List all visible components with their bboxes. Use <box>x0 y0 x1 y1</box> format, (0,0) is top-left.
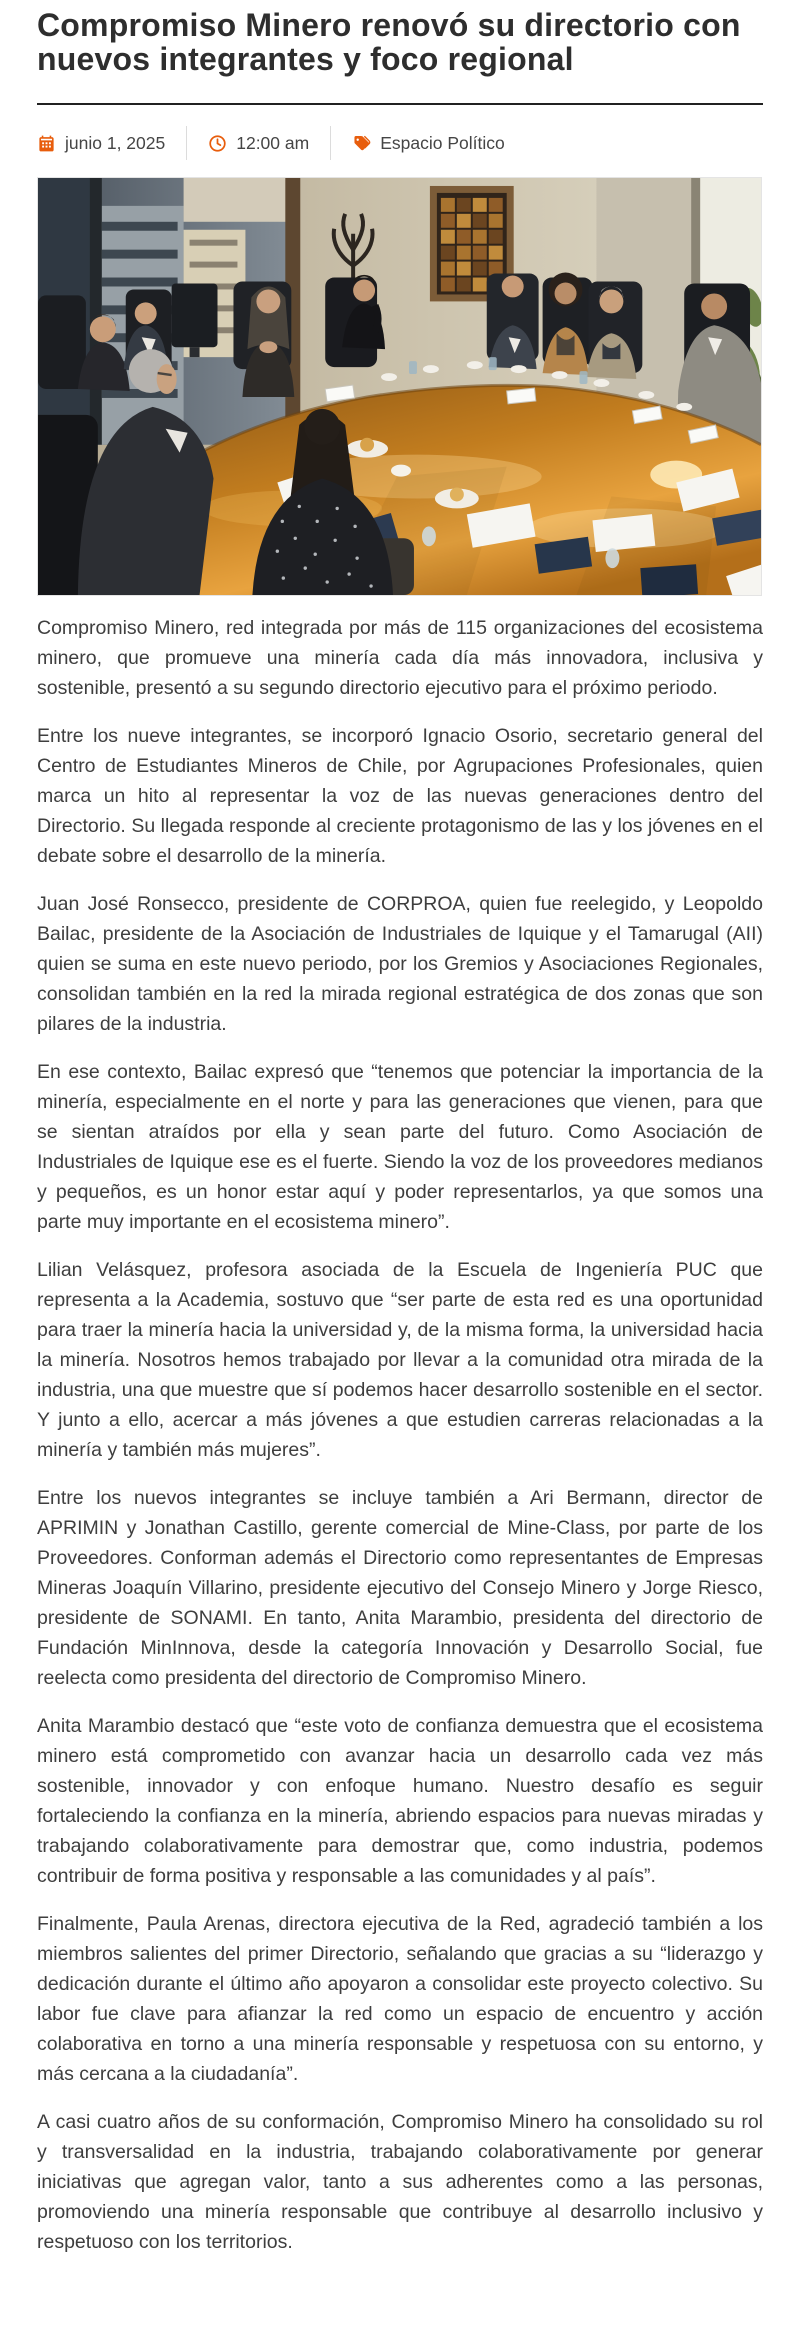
article-paragraph: En ese contexto, Bailac expresó que “tenemos que potenciar la importancia de la minería, especialmente en el norte y para las generaciones que vienen, para que se sientan atraídos por ella y sean parte del futuro. Como Asociación de Industriales de Iquique ese es el fuerte. Siendo la voz de los proveedores medianos y pequeños, es un honor estar aquí y poder representarlos, ya que somos una parte muy importante en el ecosistema minero”. <box>37 1061 763 1233</box>
meta-time-label: 12:00 am <box>236 132 310 153</box>
meta-separator <box>330 126 331 160</box>
meta-date <box>37 133 165 154</box>
page-title: Compromiso Minero renovó su directorio con nuevos integrantes y foco regional <box>37 7 741 77</box>
article-header <box>37 8 763 161</box>
meta-category[interactable] <box>352 133 505 154</box>
meta-separator <box>186 126 187 160</box>
meta-category-label[interactable]: Espacio Político <box>380 132 505 153</box>
article-photo <box>37 177 762 596</box>
article-paragraph: Finalmente, Paula Arenas, directora ejecutiva de la Red, agradeció también a los miembros salientes del primer Directorio, señalando que gracias a su “liderazgo y dedicación durante el último año apoyaron a consolidar este proyecto colectivo. Su labor fue clave para afianzar la red como un espacio de encuentro y acción colaborativa en torno a una minería responsable y respetuosa con su entorno, y más cercana a la ciudadanía”. <box>37 1913 763 2085</box>
tag-icon <box>352 134 371 153</box>
article-paragraph: Juan José Ronsecco, presidente de CORPROA, quien fue reelegido, y Leopoldo Bailac, presidente de la Asociación de Industriales de Iquique y el Tamarugal (AII) quien se suma en este nuevo periodo, por los Gremios y Asociaciones Regionales, consolidan también en la red la mirada regional estratégica de dos zonas que son pilares de la industria. <box>37 893 763 1035</box>
article-body <box>37 613 763 2257</box>
article-paragraph: Entre los nuevos integrantes se incluye también a Ari Bermann, director de APRIMIN y Jonathan Castillo, gerente comercial de Mine-Class, por parte de los Proveedores. Conforman además el Directorio como representantes de Empresas Mineras Joaquín Villarino, presidente ejecutivo del Consejo Minero y Jorge Riesco, presidente de SONAMI. En tanto, Anita Marambio, presidenta del directorio de Fundación MinInnova, desde la categoría Innovación y Desarrollo Social, fue reelecta como presidenta del directorio de Compromiso Minero. <box>37 1487 763 1689</box>
meta-date-label: junio 1, 2025 <box>65 132 166 153</box>
clock-icon <box>208 134 227 153</box>
meta-row <box>37 125 763 161</box>
meta-time <box>208 133 309 154</box>
meeting-photo-illustration <box>38 178 761 595</box>
article-paragraph: Anita Marambio destacó que “este voto de confianza demuestra que el ecosistema minero está comprometido con avanzar hacia un desarrollo cada vez más sostenible, innovador y con enfoque humano. Nuestro desafío es seguir fortaleciendo la confianza en la minería, abriendo espacios para nuevas miradas y trabajando colaborativamente para demostrar que, como industria, podemos contribuir de forma positiva y responsable a las comunidades y al país”. <box>37 1715 763 1887</box>
article-paragraph: Entre los nueve integrantes, se incorporó Ignacio Osorio, secretario general del Centro de Estudiantes Mineros de Chile, por Agrupaciones Profesionales, quien marca un hito al representar la voz de las nuevas generaciones dentro del Directorio. Su llegada responde al creciente protagonismo de las y los jóvenes en el debate sobre el desarrollo de la minería. <box>37 725 763 867</box>
article-paragraph: Lilian Velásquez, profesora asociada de la Escuela de Ingeniería PUC que representa a la Academia, sostuvo que “ser parte de esta red es una oportunidad para traer la minería hacia la universidad y, de la misma forma, la universidad hacia la minería. Nosotros hemos trabajado por llevar a la comunidad otra mirada de la industria, una que muestre que sí podemos hacer desarrollo sostenible en el sector. Y junto a ello, acercar a más jóvenes a que estudien carreras relacionadas a la minería y también más mujeres”. <box>37 1259 763 1461</box>
header-divider <box>37 103 763 105</box>
calendar-icon <box>37 134 56 153</box>
article-paragraph: A casi cuatro años de su conformación, Compromiso Minero ha consolidado su rol y transversalidad en la industria, trabajando colaborativamente por generar iniciativas que agregan valor, tanto a sus adherentes como a las personas, promoviendo una minería responsable que contribuye al desarrollo inclusivo y respetuoso con los territorios. <box>37 2111 763 2253</box>
article-paragraph: Compromiso Minero, red integrada por más de 115 organizaciones del ecosistema minero, que promueve una minería cada día más innovadora, inclusiva y sostenible, presentó a su segundo directorio ejecutivo para el próximo periodo. <box>37 617 763 699</box>
